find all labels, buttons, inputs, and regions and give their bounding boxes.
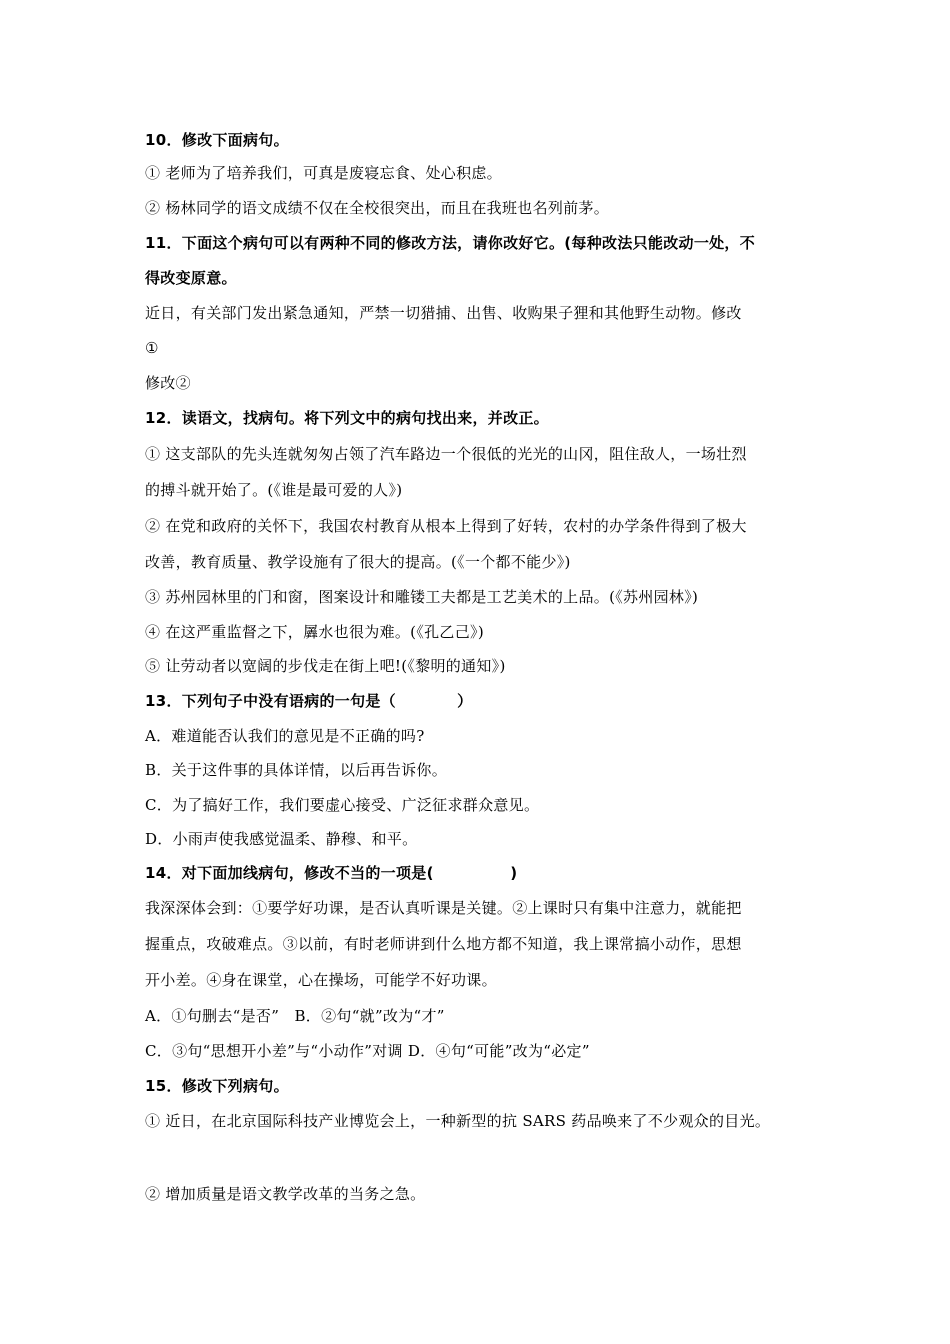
question-14-title: 14．对下面加线病句，修改不当的一项是( ) xyxy=(145,864,518,882)
question-12-sentence-1-line-2: 的搏斗就开始了。(《谁是最可爱的人》) xyxy=(145,481,403,499)
question-13-option-d: D．小雨声使我感觉温柔、静穆、和平。 xyxy=(145,830,418,848)
question-13-option-c: C．为了搞好工作，我们要虚心接受、广泛征求群众意见。 xyxy=(145,796,540,814)
question-12-sentence-3: ③ 苏州园林里的门和窗，图案设计和雕镂工夫都是工艺美术的上品。(《苏州园林》) xyxy=(145,588,699,606)
question-11-title-line-2: 得改变原意。 xyxy=(145,269,237,287)
question-10-sentence-1: ① 老师为了培养我们，可真是废寝忘食、处心积虑。 xyxy=(145,164,502,182)
question-15-sentence-2: ② 增加质量是语文教学改革的当务之急。 xyxy=(145,1185,426,1203)
question-12-sentence-4: ④ 在这严重监督之下，羼水也很为难。(《孔乙己》) xyxy=(145,623,484,641)
question-13-title: 13．下列句子中没有语病的一句是（ ） xyxy=(145,692,473,710)
question-14-passage-line-2: 握重点，攻破难点。③以前，有时老师讲到什么地方都不知道，我上课常搞小动作，思想 xyxy=(145,935,742,953)
question-13-option-b: B．关于这件事的具体详情，以后再告诉你。 xyxy=(145,761,448,779)
question-15-sentence-1: ① 近日，在北京国际科技产业博览会上，一种新型的抗 SARS 药品唤来了不少观众的目光。 xyxy=(145,1112,771,1130)
question-14-passage-line-1: 我深深体会到：①要学好功课，是否认真听课是关键。②上课时只有集中注意力，就能把 xyxy=(145,899,742,917)
question-12-sentence-1-line-1: ① 这支部队的先头连就匆匆占领了汽车路边一个很低的光光的山冈，阻住敌人，一场壮烈 xyxy=(145,445,747,463)
question-10-title: 10．修改下面病句。 xyxy=(145,131,289,149)
question-12-sentence-5: ⑤ 让劳动者以宽阔的步伐走在街上吧!(《黎明的通知》) xyxy=(145,657,506,675)
question-12-sentence-2-line-1: ② 在党和政府的关怀下，我国农村教育从根本上得到了好转，农村的办学条件得到了极大 xyxy=(145,517,747,535)
question-11-fix-1: ① xyxy=(145,339,159,357)
question-11-sentence: 近日，有关部门发出紧急通知，严禁一切猎捕、出售、收购果子狸和其他野生动物。修改 xyxy=(145,304,742,322)
question-15-title: 15．修改下列病句。 xyxy=(145,1077,289,1095)
question-11-title-line-1: 11．下面这个病句可以有两种不同的修改方法，请你改好它。(每种改法只能改动一处，不 xyxy=(145,234,756,252)
question-10-sentence-2: ② 杨林同学的语文成绩不仅在全校很突出，而且在我班也名列前茅。 xyxy=(145,199,610,217)
question-12-title: 12．读语文，找病句。将下列文中的病句找出来，并改正。 xyxy=(145,409,549,427)
question-14-options-ab: A．①句删去“是否” B．②句“就”改为“才” xyxy=(145,1007,445,1025)
question-14-passage-line-3: 开小差。④身在课堂，心在操场，可能学不好功课。 xyxy=(145,971,497,989)
question-14-options-cd: C．③句“思想开小差”与“小动作”对调 D．④句“可能”改为“必定” xyxy=(145,1042,590,1060)
question-12-sentence-2-line-2: 改善，教育质量、教学设施有了很大的提高。(《一个都不能少》) xyxy=(145,553,571,571)
question-13-option-a: A．难道能否认我们的意见是不正确的吗? xyxy=(145,727,425,745)
question-11-fix-2: 修改② xyxy=(145,374,191,392)
